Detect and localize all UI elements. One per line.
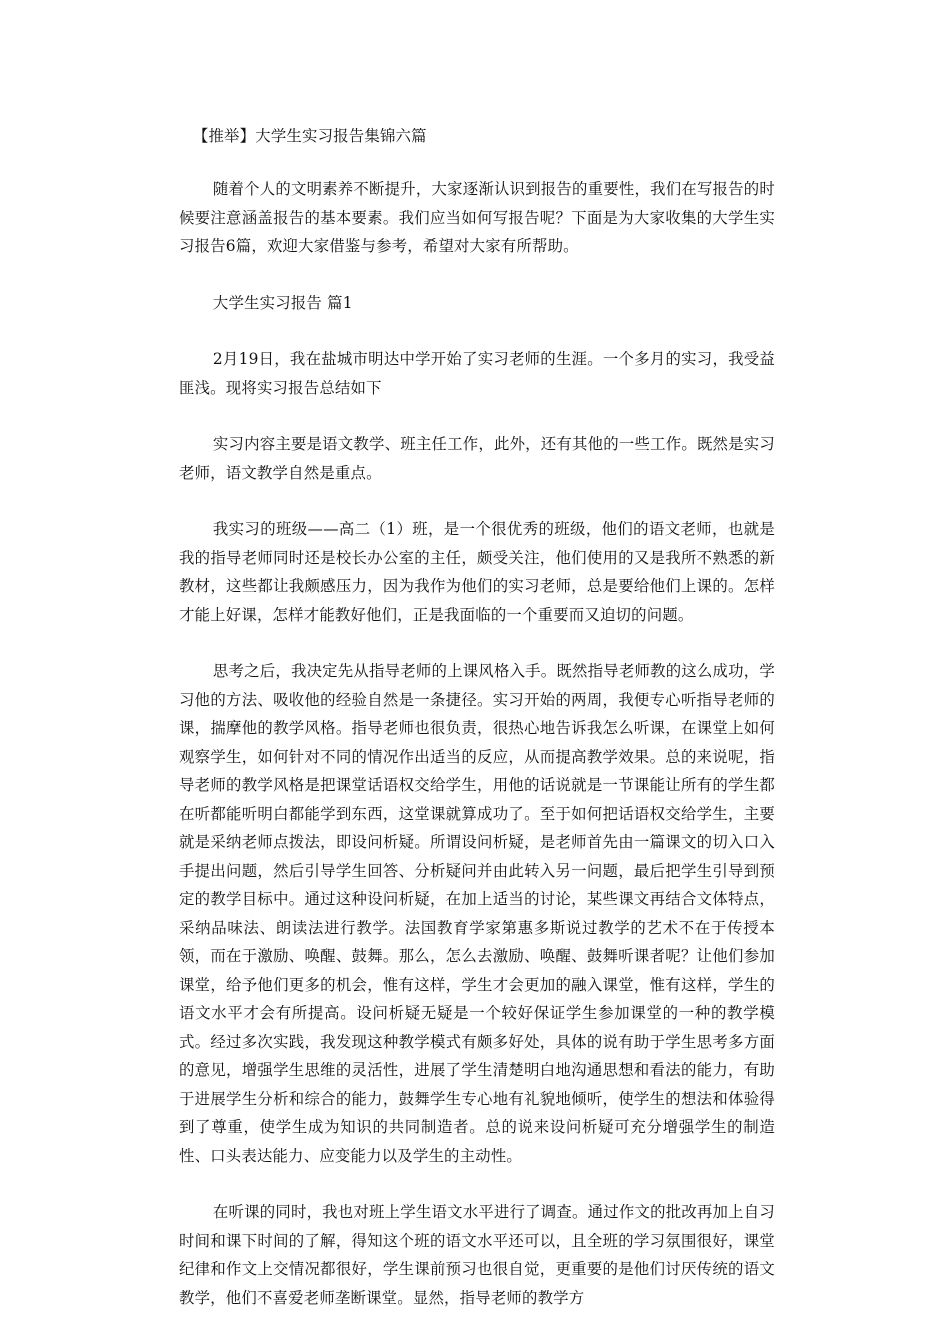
body-paragraph-1: 2月19日，我在盐城市明达中学开始了实习老师的生涯。一个多月的实习，我受益匪浅。现将实习报告总结如下: [179, 350, 775, 397]
document-page: [179, 122, 775, 1312]
spacer: [179, 150, 775, 175]
spacer: [179, 261, 775, 289]
spacer: [179, 317, 775, 345]
spacer: [179, 629, 775, 657]
spacer: [179, 1170, 775, 1198]
spacer: [179, 487, 775, 515]
section-heading: 大学生实习报告 篇1: [212, 293, 353, 312]
document-title: 【推举】大学生实习报告集锦六篇: [192, 127, 427, 145]
body-paragraph-2: 实习内容主要是语文教学、班主任工作，此外，还有其他的一些工作。既然是实习老师，语文教学自然是重点。: [179, 435, 775, 482]
body-paragraph-5: 在听课的同时，我也对班上学生语文水平进行了调查。通过作文的批改再加上自习时间和课下时间的了解，得知这个班的语文水平还可以，且全班的学习氛围很好，课堂纪律和作文上交情况都很好，学生课前预习也很自觉，更重要的是他们讨厌传统的语文教学，他们不喜爱老师垄断课堂。显然，指导老师的教学方: [179, 1203, 775, 1307]
body-paragraph-4: 思考之后，我决定先从指导老师的上课风格入手。既然指导老师教的这么成功，学习他的方法、吸收他的经验自然是一条捷径。实习开始的两周，我便专心听指导老师的课，揣摩他的教学风格。指导老师也很负责，很热心地告诉我怎么听课，在课堂上如何观察学生，如何针对不同的情况作出适当的反应，从而提高教学效果。总的来说呢，指导老师的教学风格是把课堂话语权交给学生，用他的话说就是一节课能让所有的学生都在听都能听明白都能学到东西，这堂课就算成功了。至于如何把话语权交给学生，主要就是采纳老师点拨法，即设问析疑。所谓设问析疑，是老师首先由一篇课文的切入口入手提出问题，然后引导学生回答、分析疑问并由此转入另一问题，最后把学生引导到预定的教学目标中。通过这种设问析疑，在加上适当的讨论，某些课文再结合文体特点，采纳品味法、朗读法进行教学。法国教育学家第惠多斯说过教学的艺术不在于传授本领，而在于激励、唤醒、鼓舞。那么，怎么去激励、唤醒、鼓舞听课者呢？让他们参加课堂，给予他们更多的机会，惟有这样，学生才会更加的融入课堂，惟有这样，学生的语文水平才会有所提高。设问析疑无疑是一个较好保证学生参加课堂的一种的教学模式。经过多次实践，我发现这种教学模式有颇多好处，具体的说有助于学生思考多方面的意见，增强学生思维的灵活性，进展了学生清楚明白地沟通思想和看法的能力，有助于进展学生分析和综合的能力，鼓舞学生专心地有礼貌地倾听，使学生的想法和体验得到了尊重，使学生成为知识的共同制造者。总的说来设问析疑可充分增强学生的制造性、口头表达能力、应变能力以及学生的主动性。: [179, 662, 775, 1165]
intro-paragraph: 随着个人的文明素养不断提升，大家逐渐认识到报告的重要性，我们在写报告的时候要注意涵盖报告的基本要素。我们应当如何写报告呢？下面是为大家收集的大学生实习报告6篇，欢迎大家借鉴与参考，希望对大家有所帮助。: [179, 180, 775, 255]
body-paragraph-3: 我实习的班级——高二（1）班，是一个很优秀的班级，他们的语文老师，也就是我的指导老师同时还是校长办公室的主任，颇受关注，他们使用的又是我所不熟悉的新教材，这些都让我颇感压力，因为我作为他们的实习老师，总是要给他们上课的。怎样才能上好课，怎样才能教好他们，正是我面临的一个重要而又迫切的问题。: [179, 520, 775, 624]
spacer: [179, 402, 775, 430]
